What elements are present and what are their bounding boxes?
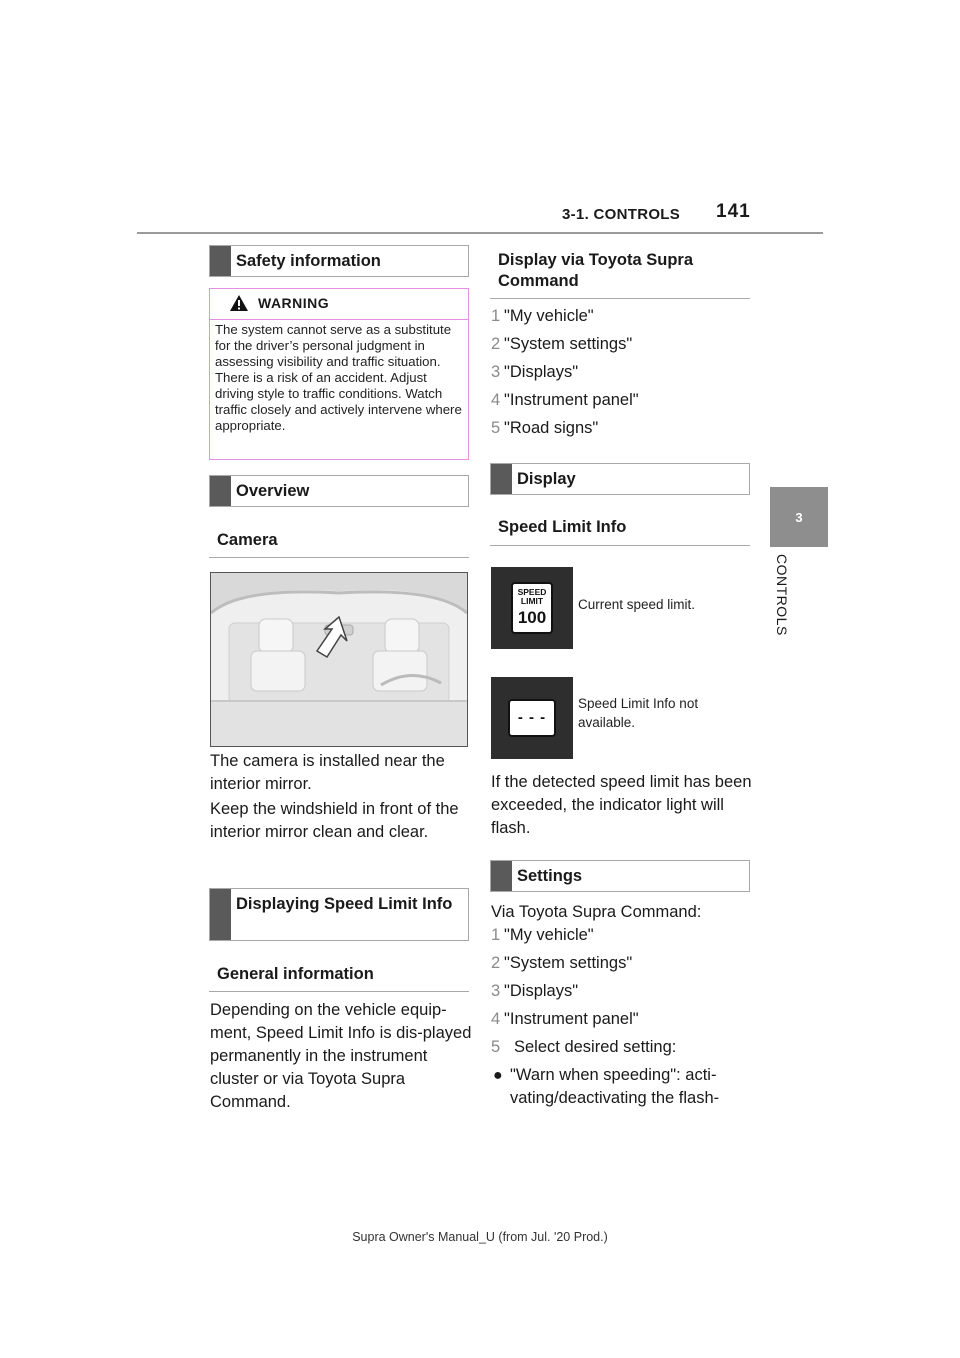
speed-limit-plate (511, 582, 553, 634)
sign-1-caption: Current speed limit. (578, 597, 696, 612)
heading-bar (210, 476, 231, 506)
page-number: 141 (716, 201, 751, 222)
step-text: "Displays" (504, 363, 579, 381)
overview-heading: Overview (236, 482, 310, 500)
list-item (491, 330, 753, 358)
bullet-icon: ● (493, 1067, 503, 1084)
overview-heading-box (209, 475, 469, 507)
list-item (491, 358, 753, 386)
via-text: Via Toyota Supra Command: (491, 903, 702, 921)
steps-list-2 (491, 921, 753, 1061)
list-item (491, 977, 753, 1005)
speed-limit-sign-icon (491, 567, 573, 649)
warning-title-row (210, 289, 468, 320)
display-heading: Display (517, 470, 576, 488)
footer: Supra Owner's Manual_U (from Jul. '20 Prod.) (352, 1230, 608, 1244)
warning-box (209, 288, 469, 460)
speed-limit-unavailable-icon (491, 677, 573, 759)
camera-heading: Camera (217, 531, 278, 549)
step-text: "Instrument panel" (504, 1010, 639, 1028)
display-via-heading: Display via Toyota Supra Command (498, 251, 694, 290)
step-text: "System settings" (504, 954, 633, 972)
step-number: 3 (491, 363, 501, 381)
speed-limit-heading: Speed Limit Info (498, 518, 627, 536)
steps-list-1 (491, 302, 753, 442)
subheading-rule (490, 545, 750, 546)
header-rule (137, 232, 823, 234)
step-text: "My vehicle" (504, 926, 594, 944)
safety-heading-box (209, 245, 469, 277)
warning-title: WARNING (258, 295, 330, 311)
bullet-item (493, 1064, 743, 1110)
car-interior-illustration (211, 573, 467, 746)
step-text: "Instrument panel" (504, 391, 639, 409)
step-text: "Road signs" (504, 419, 599, 437)
sign-line-1: SPEED (517, 587, 547, 597)
displaying-heading: Displaying Speed Limit Info (236, 895, 453, 913)
subheading-rule (490, 298, 750, 299)
settings-heading: Settings (517, 867, 583, 885)
general-paragraph: Depending on the vehicle equip-ment, Speed Limit Info is dis-played permanently in the instrument cluster or via Toyota Supra Command. (210, 1001, 472, 1111)
list-item (491, 921, 753, 949)
step-text: "My vehicle" (504, 307, 594, 325)
step-number: 5 (491, 419, 501, 437)
chapter-label-text: CONTROLS (774, 554, 790, 636)
chapter-label (764, 554, 794, 664)
step-number: 3 (491, 982, 501, 1000)
camera-paragraph-2: Keep the windshield in front of the interior mirror clean and clear. (210, 800, 459, 841)
subheading-rule (209, 557, 469, 558)
sign-value: 100 (517, 608, 547, 627)
chapter-tab: 3 (770, 487, 828, 547)
list-item (491, 414, 753, 442)
heading-bar (491, 861, 512, 891)
step-text: Select desired setting: (514, 1038, 677, 1056)
step-text: "Displays" (504, 982, 579, 1000)
step-number: 2 (491, 954, 501, 972)
displaying-heading-box (209, 888, 469, 941)
list-item (491, 1005, 753, 1033)
subheading-rule (209, 991, 469, 992)
bullet-text: "Warn when speeding": acti-vating/deactivating the flash- (510, 1066, 720, 1107)
heading-bar (210, 889, 231, 940)
display-heading-box (490, 463, 750, 495)
step-number: 1 (491, 307, 501, 325)
heading-bar (491, 464, 512, 494)
step-number: 2 (491, 335, 501, 353)
list-item (491, 1033, 753, 1061)
sign-2-caption: Speed Limit Info not available. (578, 696, 699, 730)
flash-paragraph: If the detected speed limit has been exceeded, the indicator light will flash. (491, 773, 752, 837)
general-heading: General information (217, 965, 374, 983)
sign-line-2: LIMIT (520, 596, 544, 606)
camera-paragraph-1: The camera is installed near the interior mirror. (210, 752, 445, 793)
section-title: 3-1. CONTROLS (562, 206, 681, 223)
unavailable-plate: - - - (508, 699, 556, 737)
safety-heading: Safety information (236, 252, 381, 270)
list-item (491, 949, 753, 977)
settings-heading-box (490, 860, 750, 892)
warning-text: The system cannot serve as a substitute for the driver’s personal judgment in assessing visibility and traffic situation. There is a risk of an accident. Adjust driving style to traffic conditions. Watch traffic closely and actively intervene where appropriate. (215, 322, 462, 433)
step-number: 4 (491, 391, 501, 409)
warning-icon (229, 294, 249, 312)
list-item (491, 386, 753, 414)
heading-bar (210, 246, 231, 276)
camera-location-illustration (210, 572, 468, 747)
step-number: 5 (491, 1038, 501, 1056)
step-number: 4 (491, 1010, 501, 1028)
list-item (491, 302, 753, 330)
step-number: 1 (491, 926, 501, 944)
step-text: "System settings" (504, 335, 633, 353)
